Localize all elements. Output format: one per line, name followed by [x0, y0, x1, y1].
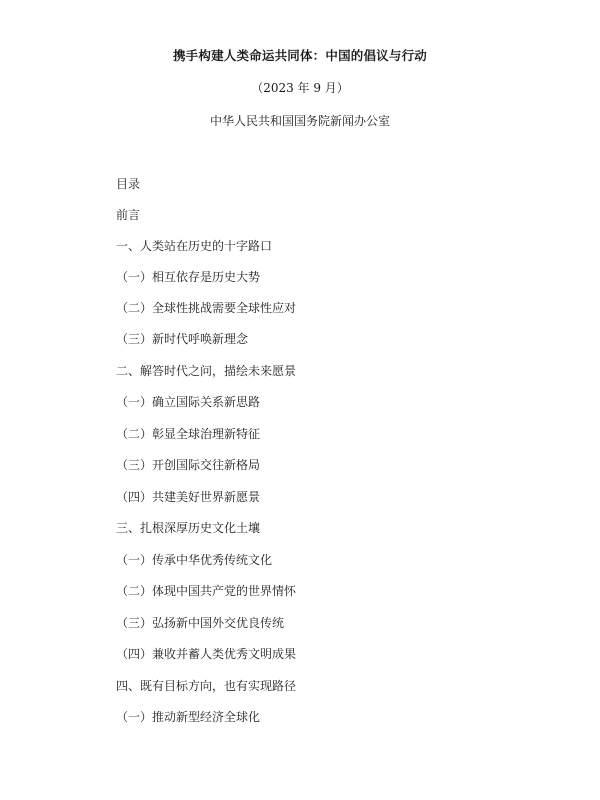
- toc-item-section-3-2: （二）体现中国共产党的世界情怀: [116, 584, 297, 598]
- toc-item-section-1-2: （二）全球性挑战需要全球性应对: [116, 301, 297, 315]
- toc-item-section-4-1: （一）推动新型经济全球化: [116, 710, 261, 724]
- toc-item-section-1-3: （三）新时代呼唤新理念: [116, 332, 249, 346]
- toc-item-section-2-4: （四）共建美好世界新愿景: [116, 490, 261, 504]
- toc-item-section-2-2: （二）彰显全球治理新特征: [116, 427, 261, 441]
- toc-item-section-2: 二、解答时代之问，描绘未来愿景: [116, 364, 297, 378]
- toc-item-section-2-3: （三）开创国际交往新格局: [116, 458, 261, 472]
- toc-item-preface: 前言: [116, 208, 141, 222]
- toc-item-section-3-4: （四）兼收并蓄人类优秀文明成果: [116, 647, 297, 661]
- document-title: 携手构建人类命运共同体：中国的倡议与行动: [172, 48, 427, 63]
- document-date: （2023 年 9 月）: [251, 81, 349, 95]
- toc-heading: 目录: [116, 177, 141, 191]
- toc-item-section-3: 三、扎根深厚历史文化土壤: [116, 521, 261, 535]
- toc-item-section-3-3: （三）弘扬新中国外交优良传统: [116, 616, 285, 630]
- toc-item-section-1: 一、人类站在历史的十字路口: [116, 239, 273, 253]
- document-issuer: 中华人民共和国国务院新闻办公室: [209, 114, 390, 128]
- toc-item-section-4: 四、既有目标方向，也有实现路径: [116, 679, 297, 693]
- toc-item-section-1-1: （一）相互依存是历史大势: [116, 270, 261, 284]
- toc-item-section-2-1: （一）确立国际关系新思路: [116, 395, 261, 409]
- toc-item-section-3-1: （一）传承中华优秀传统文化: [116, 553, 273, 567]
